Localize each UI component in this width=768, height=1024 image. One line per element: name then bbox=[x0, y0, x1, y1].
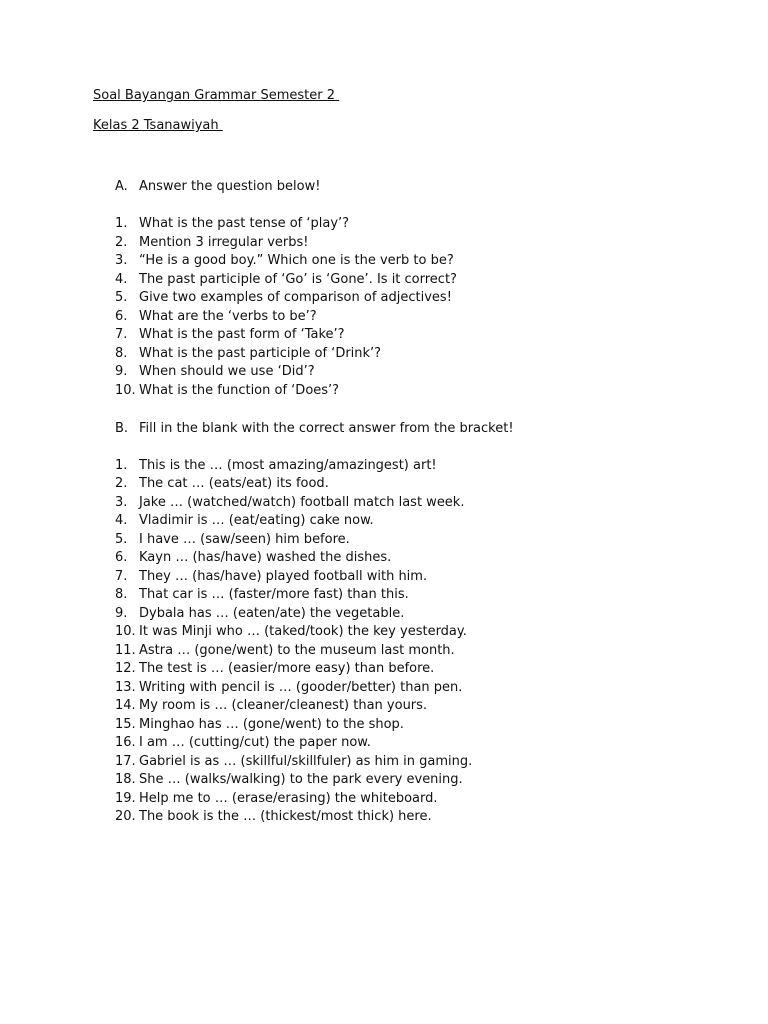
question-text: Mention 3 irregular verbs! bbox=[139, 235, 309, 250]
question-item bbox=[115, 679, 462, 697]
section-a-letter: A. bbox=[115, 179, 128, 194]
question-number: 7. bbox=[115, 327, 128, 342]
question-text: Minghao has … (gone/went) to the shop. bbox=[139, 717, 404, 732]
question-number: 4. bbox=[115, 513, 128, 528]
question-number: 13. bbox=[115, 680, 136, 695]
question-item bbox=[115, 549, 391, 567]
section-b-heading bbox=[115, 420, 514, 438]
question-item bbox=[115, 308, 317, 326]
question-number: 16. bbox=[115, 735, 136, 750]
question-item bbox=[115, 586, 409, 604]
question-number: 7. bbox=[115, 569, 128, 584]
question-text: What are the ‘verbs to be’? bbox=[139, 309, 317, 324]
section-b-instruction: Fill in the blank with the correct answer from the bracket! bbox=[139, 421, 514, 436]
question-text: The book is the … (thickest/most thick) here. bbox=[139, 809, 432, 824]
question-item bbox=[115, 642, 455, 660]
question-item bbox=[115, 531, 350, 549]
question-item bbox=[115, 234, 309, 252]
question-item bbox=[115, 326, 345, 344]
question-number: 10. bbox=[115, 383, 136, 398]
question-number: 3. bbox=[115, 495, 128, 510]
question-text: The cat … (eats/eat) its food. bbox=[139, 476, 329, 491]
question-text: What is the past participle of ‘Drink’? bbox=[139, 346, 382, 361]
question-number: 5. bbox=[115, 532, 128, 547]
question-number: 1. bbox=[115, 216, 128, 231]
question-text: They … (has/have) played football with him. bbox=[139, 569, 428, 584]
question-text: This is the … (most amazing/amazingest) art! bbox=[139, 458, 437, 473]
question-number: 6. bbox=[115, 550, 128, 565]
question-text: Kayn … (has/have) washed the dishes. bbox=[139, 550, 392, 565]
question-item bbox=[115, 771, 463, 789]
question-text: That car is … (faster/more fast) than this. bbox=[139, 587, 409, 602]
question-text: Give two examples of comparison of adjectives! bbox=[139, 290, 452, 305]
question-item bbox=[115, 475, 329, 493]
question-number: 6. bbox=[115, 309, 128, 324]
question-item bbox=[115, 494, 464, 512]
question-text: What is the function of ‘Does’? bbox=[139, 383, 340, 398]
question-item bbox=[115, 716, 404, 734]
question-text: The test is … (easier/more easy) than before. bbox=[139, 661, 435, 676]
question-number: 10. bbox=[115, 624, 136, 639]
question-text: My room is … (cleaner/cleanest) than yours. bbox=[139, 698, 428, 713]
question-item bbox=[115, 660, 434, 678]
question-text: “He is a good boy.” Which one is the verb to be? bbox=[139, 253, 454, 268]
question-item bbox=[115, 457, 437, 475]
question-text: I am … (cutting/cut) the paper now. bbox=[139, 735, 371, 750]
question-item bbox=[115, 623, 467, 641]
question-text: Help me to … (erase/erasing) the whiteboard. bbox=[139, 791, 438, 806]
question-number: 11. bbox=[115, 643, 136, 658]
question-number: 15. bbox=[115, 717, 136, 732]
question-number: 8. bbox=[115, 346, 128, 361]
question-text: She … (walks/walking) to the park every evening. bbox=[139, 772, 463, 787]
question-text: What is the past tense of ‘play’? bbox=[139, 216, 350, 231]
question-item bbox=[115, 271, 457, 289]
question-item bbox=[115, 753, 472, 771]
question-item bbox=[115, 289, 452, 307]
question-number: 4. bbox=[115, 272, 128, 287]
question-text: The past participle of ‘Go’ is ‘Gone’. Is it correct? bbox=[139, 272, 457, 287]
question-text: Gabriel is as … (skillful/skillfuler) as him in gaming. bbox=[139, 754, 473, 769]
question-item bbox=[115, 697, 427, 715]
question-number: 5. bbox=[115, 290, 128, 305]
section-b-letter: B. bbox=[115, 421, 129, 436]
question-text: I have … (saw/seen) him before. bbox=[139, 532, 350, 547]
question-item bbox=[115, 345, 381, 363]
question-item bbox=[115, 512, 374, 530]
question-item bbox=[115, 790, 438, 808]
document-title: Soal Bayangan Grammar Semester 2 bbox=[93, 88, 340, 103]
question-text: Jake … (watched/watch) football match last week. bbox=[139, 495, 465, 510]
question-number: 1. bbox=[115, 458, 128, 473]
question-item bbox=[115, 382, 339, 400]
question-number: 19. bbox=[115, 791, 136, 806]
question-number: 2. bbox=[115, 476, 128, 491]
question-number: 17. bbox=[115, 754, 136, 769]
question-number: 12. bbox=[115, 661, 136, 676]
question-item bbox=[115, 734, 371, 752]
question-number: 9. bbox=[115, 364, 128, 379]
question-text: What is the past form of ‘Take’? bbox=[139, 327, 345, 342]
question-number: 14. bbox=[115, 698, 136, 713]
question-number: 8. bbox=[115, 587, 128, 602]
question-text: Dybala has … (eaten/ate) the vegetable. bbox=[139, 606, 405, 621]
question-item bbox=[115, 605, 404, 623]
question-number: 18. bbox=[115, 772, 136, 787]
question-number: 2. bbox=[115, 235, 128, 250]
question-number: 20. bbox=[115, 809, 136, 824]
question-number: 9. bbox=[115, 606, 128, 621]
question-text: Vladimir is … (eat/eating) cake now. bbox=[139, 513, 374, 528]
question-number: 3. bbox=[115, 253, 128, 268]
question-text: It was Minji who … (taked/took) the key yesterday. bbox=[139, 624, 467, 639]
question-item bbox=[115, 215, 349, 233]
question-item bbox=[115, 363, 315, 381]
question-text: Writing with pencil is … (gooder/better) than pen. bbox=[139, 680, 463, 695]
question-text: When should we use ‘Did’? bbox=[139, 364, 315, 379]
question-item bbox=[115, 808, 432, 826]
question-text: Astra … (gone/went) to the museum last month. bbox=[139, 643, 455, 658]
question-item bbox=[115, 568, 427, 586]
section-a-instruction: Answer the question below! bbox=[139, 179, 321, 194]
class-label: Kelas 2 Tsanawiyah bbox=[93, 118, 223, 133]
section-a-heading bbox=[115, 178, 320, 196]
question-item bbox=[115, 252, 454, 270]
